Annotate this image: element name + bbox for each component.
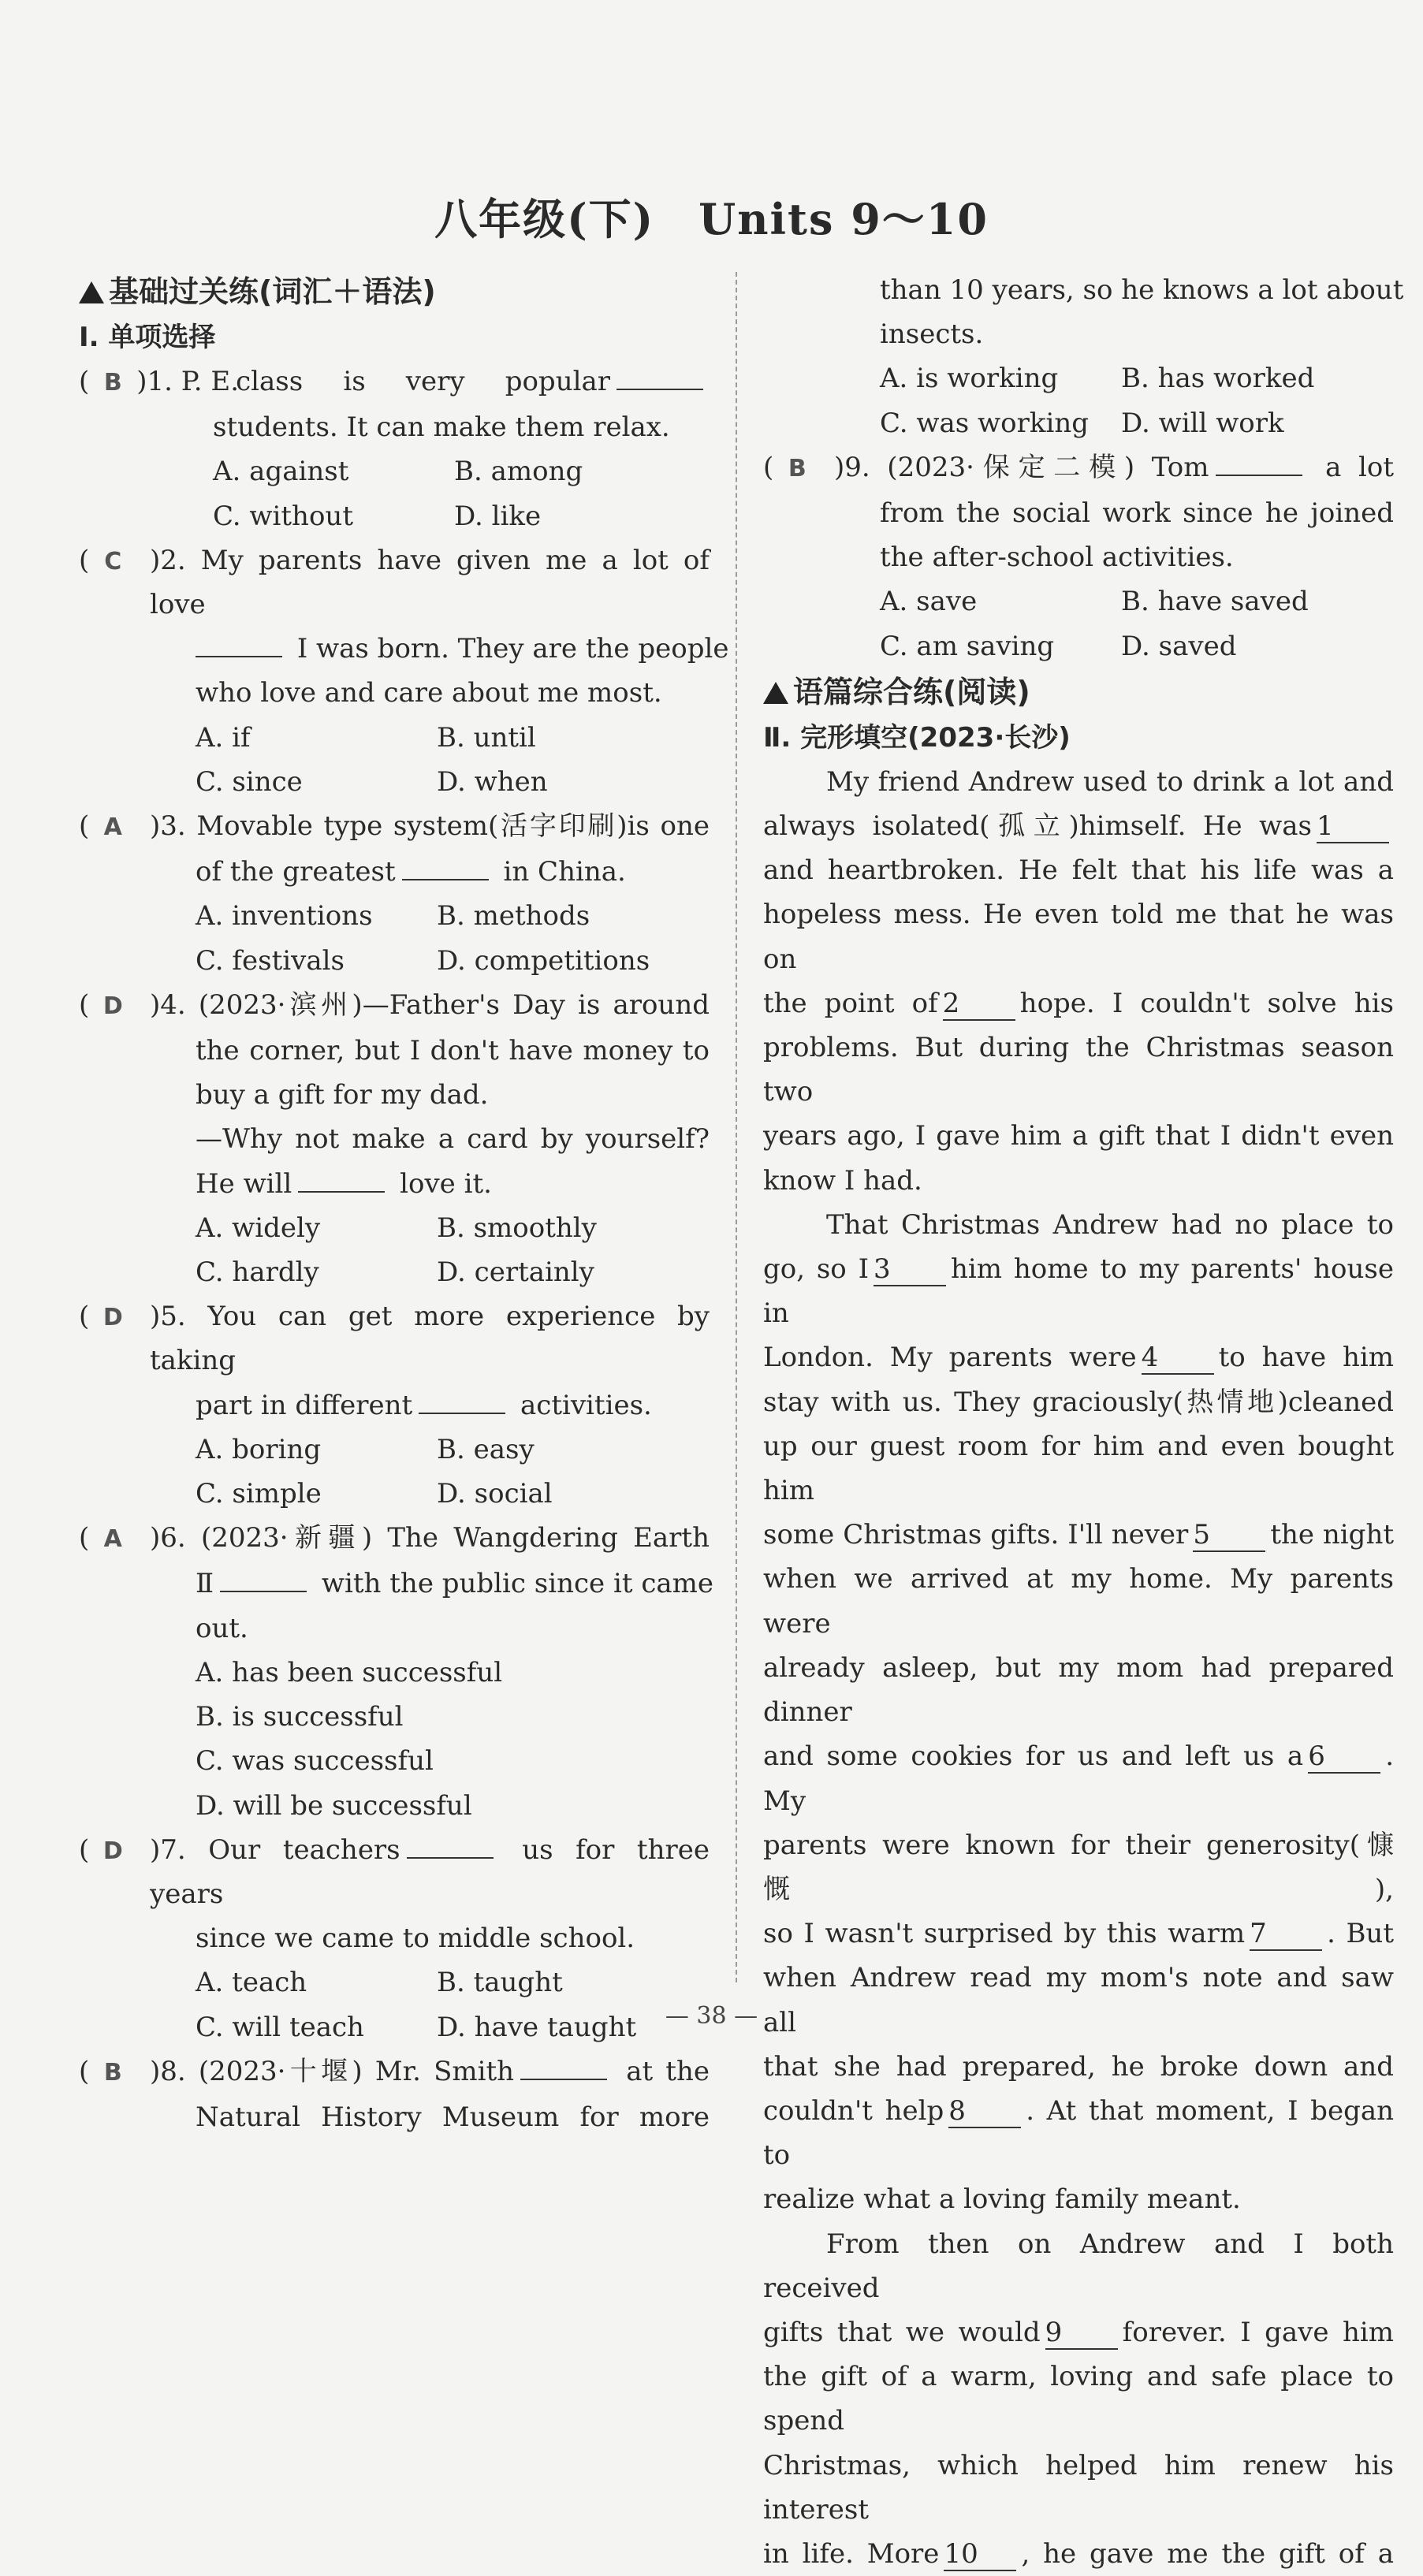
page-title: 八年级(下) Units 9～10 (434, 194, 989, 244)
triangle-icon (79, 281, 104, 303)
answer-blank[interactable] (1216, 448, 1302, 476)
section-heading-reading: 语篇综合练(阅读) (763, 668, 1394, 716)
triangle-icon (763, 682, 788, 704)
answer-1: B (103, 369, 122, 396)
left-column: 基础过关练(词汇＋语法) Ⅰ. 单项选择 ( B )1. P. E. class is very popular students. It can make them relax. A. against B. among C. without D. like ( C )2. My parents have given me a lot of love I was born. They are the people who love and care about me most. A. if B. until C. since D. when ( A )3. Movable type system(活字印刷)is one of the greatest in China. A. inventions B. methods C. festivals D. competitions ( D )4. (2023·滨州)—Father's Day is around the corner, but I don't have money to buy a gift for my dad. —Why not make a card by yourself? He will love it. A. widely B. smoothly C. hardly D. certainly ( D )5. You can get more experience by taking part in different activities. A. boring B. easy C. simple D. social ( A )6. (2023·新疆) The Wangdering Earth Ⅱ with the public since it came out. A. has been successful B. is successful C. was successful D. will be successful ( D )7. Our teachers us for three years since we came to middle school. A. teach B. taught C. will teach D. have taught ( B )8. (2023·十堰) Mr. Smith at the Natural History Museum for more (79, 268, 710, 2139)
right-column: than 10 years, so he knows a lot about insects. A. is working B. has worked C. was working D. will work ( B )9. (2023·保定二模) Tom a lot from the social work since he joined the after-school activities. A. save B. have saved C. am saving D. saved 语篇综合练(阅读) Ⅱ. 完形填空(2023·长沙) My friend Andrew used to drink a lot and always isolated(孤立)himself. He was 1 and heartbroken. He felt that his life was a hopeless mess. He even told me that he was on the point of 2 hope. I couldn't solve his problems. But during the Christmas season two years ago, I gave him a gift that I didn't even know I had. That Christmas Andrew had no place to go, so I 3 him home to my parents' house in London. My parents were 4 to have him stay with us. They graciously(热情地)cleaned up our guest room for him and even bought him some Christmas gifts. I'll never 5 the night when we arrived at my home. My parents were already asleep, but my mom had prepared dinner and some cookies for us and left us a 6 . My parents were known for their generosity(慷慨), so I wasn't surprised by this warm 7 . But when Andrew read my mom's note and saw all that she had prepared, he broke down and couldn't help 8 . At that moment, I began to realize what a loving family meant. From then on Andrew and I both received gifts that we would 9 forever. I gave him the gift of a warm, loving and safe place to spend Christmas, which helped him renew his interest in life. More 10 , he gave me the gift of a (763, 268, 1394, 2576)
cloze-blank-9[interactable]: 9 (1045, 2317, 1118, 2350)
options-1: A. against B. among (213, 456, 583, 488)
answer-4: D (102, 992, 123, 1020)
cloze-blank-7[interactable]: 7 (1250, 1918, 1322, 1951)
answer-blank[interactable] (407, 1830, 494, 1859)
cloze-blank-3[interactable]: 3 (874, 1253, 946, 1286)
answer-blank[interactable] (419, 1386, 505, 1414)
subsection-heading: Ⅰ. 单项选择 (79, 322, 216, 353)
answer-6: A (103, 1525, 122, 1554)
question-2: ( C )2. My parents have given me a lot of love (79, 538, 710, 627)
answer-8: B (103, 2058, 122, 2086)
cloze-blank-1[interactable]: 1 (1317, 810, 1389, 843)
cloze-blank-10[interactable]: 10 (944, 2538, 1016, 2571)
question-6: ( A )6. (2023·新疆) The Wangdering Earth (79, 1516, 710, 1562)
cloze-passage: My friend Andrew used to drink a lot and always isolated(孤立)himself. He was 1 and heartbroken. He felt that his life was a hopeless mess. He even told me that he was on the point of 2 hope. I couldn't solve his problems. But during the Christmas season two years ago, I gave him a gift that I didn't even know I had. That Christmas Andrew had no place to go, so I 3 him home to my parents' house in London. My parents were 4 to have him stay with us. They graciously(热情地)cleaned up our guest room for him and even bought him some Christmas gifts. I'll never 5 the night when we arrived at my home. My parents were already asleep, but my mom had prepared dinner and some cookies for us and left us a 6 . My parents were known for their generosity(慷慨), so I wasn't surprised by this warm 7 . But when Andrew read my mom's note and saw all that she had prepared, he broke down and couldn't help 8 . At that moment, I began to realize what a loving family meant. From then on Andrew and I both received gifts that we would 9 forever. I gave him the gift of a warm, loving and safe place to spend Christmas, which helped him renew his interest in life. More 10 , he gave me the gift of a (763, 765, 1395, 2570)
answer-blank[interactable] (298, 1164, 385, 1193)
answer-blank[interactable] (220, 1564, 307, 1592)
question-5: ( D )5. You can get more experience by taking (79, 1294, 710, 1383)
cloze-blank-5[interactable]: 5 (1193, 1519, 1265, 1552)
question-9: ( B )9. (2023·保定二模) Tom a lot (763, 445, 1394, 491)
answer-3: A (103, 813, 122, 842)
question-1: ( B )1. P. E. class is very popular (79, 359, 710, 405)
cloze-blank-2[interactable]: 2 (943, 988, 1015, 1021)
question-4: ( D )4. (2023·滨州)—Father's Day is around (79, 983, 710, 1029)
question-7: ( D )7. Our teachers us for three years (79, 1828, 710, 1916)
answer-5: D (102, 1304, 123, 1332)
answer-blank[interactable] (520, 2052, 607, 2080)
column-divider (736, 272, 737, 1982)
cloze-blank-6[interactable]: 6 (1308, 1740, 1380, 1774)
cloze-blank-8[interactable]: 8 (948, 2095, 1021, 2128)
question-3: ( A )3. Movable type system(活字印刷)is one (79, 804, 710, 850)
cloze-blank-4[interactable]: 4 (1142, 1342, 1214, 1375)
subsection-heading-cloze: Ⅱ. 完形填空(2023·长沙) (763, 721, 1071, 754)
answer-blank[interactable] (617, 362, 703, 390)
answer-2: C (104, 547, 122, 575)
answer-9: B (788, 454, 806, 482)
answer-blank[interactable] (196, 629, 282, 657)
section-heading-basic: 基础过关练(词汇＋语法) (79, 268, 710, 315)
question-8: ( B )8. (2023·十堰) Mr. Smith at the (79, 2049, 710, 2095)
answer-7: D (102, 1837, 123, 1865)
answer-blank[interactable] (402, 852, 489, 880)
page-number: — 38 — (665, 2002, 758, 2030)
